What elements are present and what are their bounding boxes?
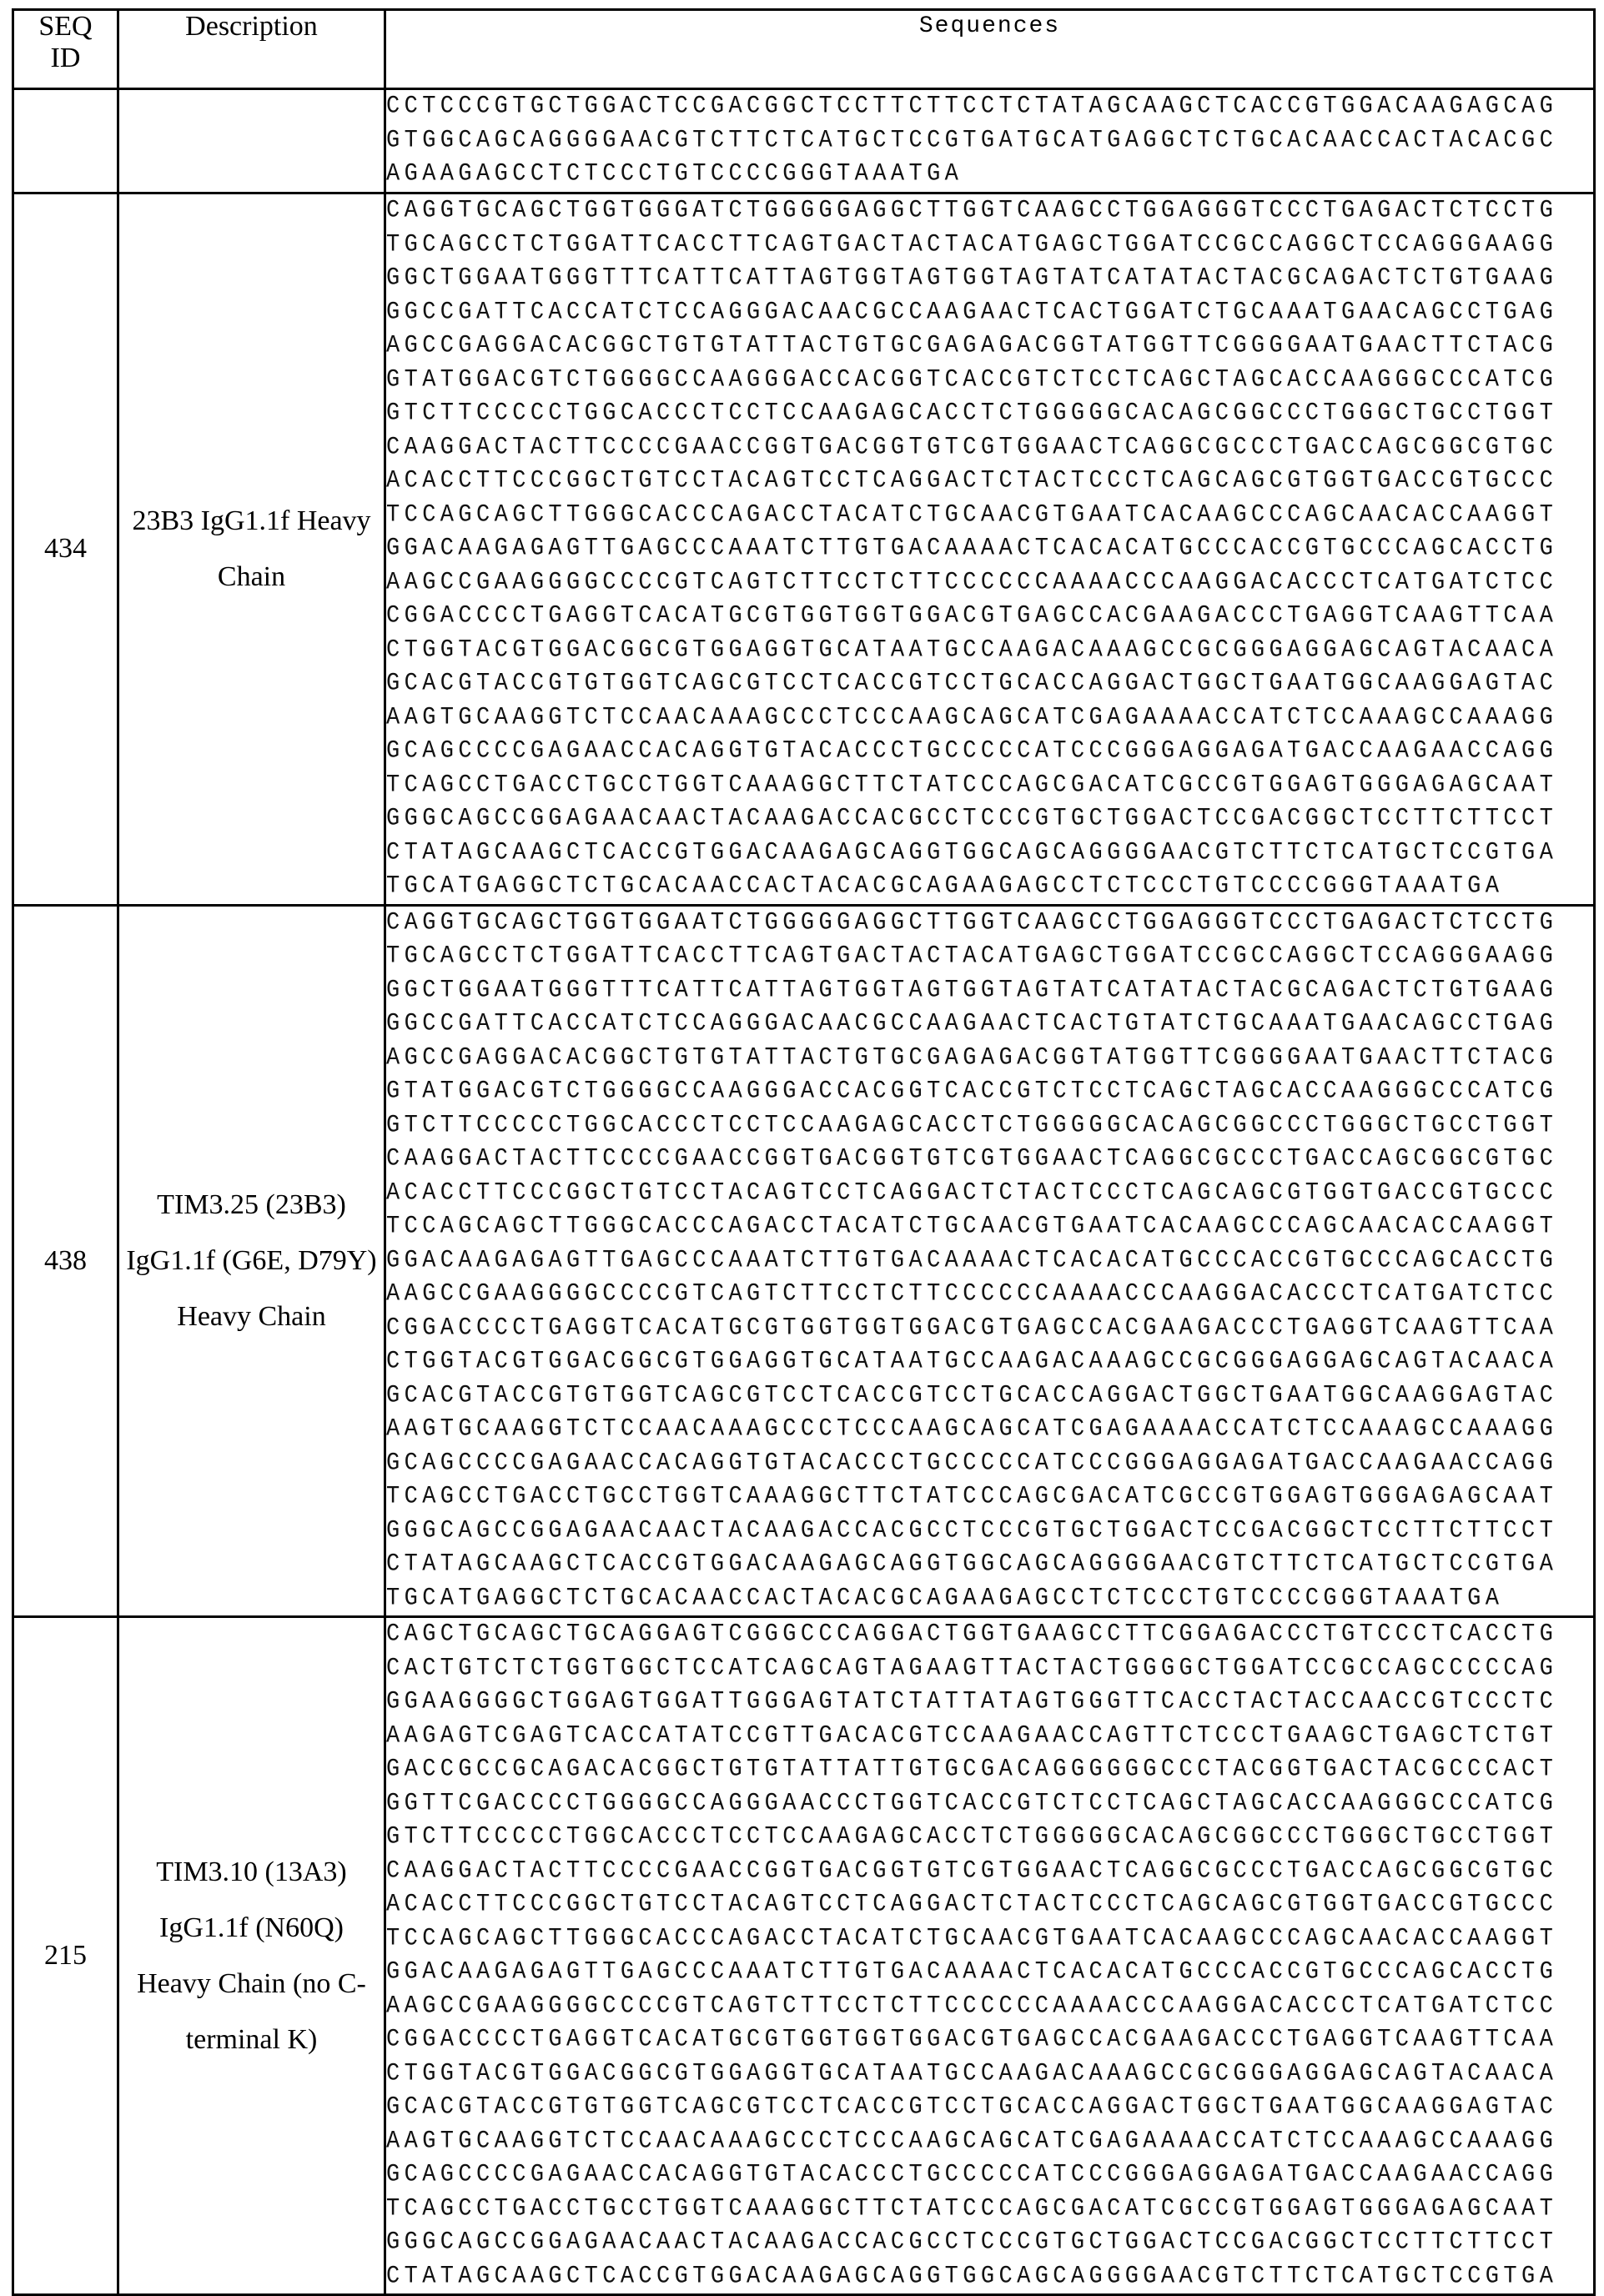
sequence-line: ACACCTTCCCGGCTGTCCTACAGTCCTCAGGACTCTACTCCCTCAGCAGCGTGGTGACCGTGCCC	[386, 467, 1558, 495]
sequence-line: GGGCAGCCGGAGAACAACTACAAGACCACGCCTCCCGTGCTGGACTCCGACGGCTCCTTCTTCCT	[386, 1517, 1558, 1545]
sequence-line: AAGTGCAAGGTCTCCAACAAAGCCCTCCCAAGCAGCATCGAGAAAACCATCTCCAAAGCCAAAGG	[386, 2128, 1558, 2155]
sequence-line: CGGACCCCTGAGGTCACATGCGTGGTGGTGGACGTGAGCCACGAAGACCCTGAGGTCAAGTTCAA	[386, 602, 1558, 631]
sequence-line: AGCCGAGGACACGGCTGTGTATTACTGTGCGAGAGACGGTATGGTTCGGGGAATGAACTTCTACG	[386, 332, 1558, 360]
seq-id-cell: 434	[13, 193, 118, 906]
sequence-line: AAGCCGAAGGGGCCCCGTCAGTCTTCCTCTTCCCCCCAAAACCCAAGGACACCCTCATGATCTCC	[386, 1992, 1558, 2020]
sequence-cell	[385, 193, 1595, 906]
sequence-line: GGGCAGCCGGAGAACAACTACAAGACCACGCCTCCCGTGCTGGACTCCGACGGCTCCTTCTTCCT	[386, 805, 1558, 833]
sequence-line: GCAGCCCCGAGAACCACAGGTGTACACCCTGCCCCCATCCCGGGAGGAGATGACCAAGAACCAGG	[386, 2161, 1558, 2189]
description-cell: TIM3.25 (23B3) IgG1.1f (G6E, D79Y) Heavy Chain	[118, 905, 385, 1617]
sequence-line: TCCAGCAGCTTGGGCACCCAGACCTACATCTGCAACGTGAATCACAAGCCCAGCAACACCAAGGT	[386, 1925, 1558, 1952]
sequence-line: GACCGCCGCAGACACGGCTGTGTATTATTGTGCGACAGGGGGGCCCTACGGTGACTACGCCCACT	[386, 1756, 1558, 1784]
sequence-line: TGCATGAGGCTCTGCACAACCACTACACGCAGAAGAGCCTCTCCCTGTCCCCGGGTAAATGA	[386, 1585, 1504, 1612]
sequence-line: GGACAAGAGAGTTGAGCCCAAATCTTGTGACAAAACTCACACATGCCCACCGTGCCCAGCACCTG	[386, 1247, 1558, 1274]
table-row	[13, 89, 1595, 193]
sequence-line: CAAGGACTACTTCCCCGAACCGGTGACGGTGTCGTGGAACTCAGGCGCCCTGACCAGCGGCGTGC	[386, 434, 1558, 461]
sequence-line: GTGGCAGCAGGGGAACGTCTTCTCATGCTCCGTGATGCATGAGGCTCTGCACAACCACTACACGC	[386, 127, 1558, 154]
sequence-line: ACACCTTCCCGGCTGTCCTACAGTCCTCAGGACTCTACTCCCTCAGCAGCGTGGTGACCGTGCCC	[386, 1891, 1558, 1919]
sequence-cell	[385, 89, 1595, 193]
sequence-line: GGACAAGAGAGTTGAGCCCAAATCTTGTGACAAAACTCACACATGCCCACCGTGCCCAGCACCTG	[386, 535, 1558, 563]
header-seq-id-line1: SEQ	[38, 11, 93, 42]
sequence-line: CTGGTACGTGGACGGCGTGGAGGTGCATAATGCCAAGACAAAGCCGCGGGAGGAGCAGTACAACA	[386, 2060, 1558, 2088]
sequence-line: CAGGTGCAGCTGGTGGAATCTGGGGGAGGCTTGGTCAAGCCTGGAGGGTCCCTGAGACTCTCCTG	[386, 909, 1558, 937]
sequence-line: AAGCCGAAGGGGCCCCGTCAGTCTTCCTCTTCCCCCCAAAACCCAAGGACACCCTCATGATCTCC	[386, 569, 1558, 596]
sequence-line: GGCCGATTCACCATCTCCAGGGACAACGCCAAGAACTCACTGGATCTGCAAATGAACAGCCTGAG	[386, 299, 1558, 326]
sequence-line: GGACAAGAGAGTTGAGCCCAAATCTTGTGACAAAACTCACACATGCCCACCGTGCCCAGCACCTG	[386, 1958, 1558, 1987]
sequence-line: CAAGGACTACTTCCCCGAACCGGTGACGGTGTCGTGGAACTCAGGCGCCCTGACCAGCGGCGTGC	[386, 1857, 1558, 1885]
sequence-line: GGCCGATTCACCATCTCCAGGGACAACGCCAAGAACTCACTGTATCTGCAAATGAACAGCCTGAG	[386, 1010, 1558, 1038]
sequence-line: GTATGGACGTCTGGGGCCAAGGGACCACGGTCACCGTCTCCTCAGCTAGCACCAAGGGCCCATCG	[386, 366, 1558, 394]
sequence-line: CGGACCCCTGAGGTCACATGCGTGGTGGTGGACGTGAGCCACGAAGACCCTGAGGTCAAGTTCAA	[386, 2026, 1558, 2054]
seq-id-cell	[13, 89, 118, 193]
sequence-line: TGCATGAGGCTCTGCACAACCACTACACGCAGAAGAGCCTCTCCCTGTCCCCGGGTAAATGA	[386, 872, 1504, 901]
sequence-line: GGTTCGACCCCTGGGGCCAGGGAACCCTGGTCACCGTCTCCTCAGCTAGCACCAAGGGCCCATCG	[386, 1790, 1558, 1817]
description-cell	[118, 89, 385, 193]
sequence-line: CCTCCCGTGCTGGACTCCGACGGCTCCTTCTTCCTCTATAGCAAGCTCACCGTGGACAAGAGCAG	[386, 93, 1558, 121]
sequence-line: GTATGGACGTCTGGGGCCAAGGGACCACGGTCACCGTCTCCTCAGCTAGCACCAAGGGCCCATCG	[386, 1078, 1558, 1106]
sequence-line: AAGTGCAAGGTCTCCAACAAAGCCCTCCCAAGCAGCATCGAGAAAACCATCTCCAAAGCCAAAGG	[386, 1415, 1558, 1444]
sequence-line: AAGTGCAAGGTCTCCAACAAAGCCCTCCCAAGCAGCATCGAGAAAACCATCTCCAAAGCCAAAGG	[386, 704, 1558, 731]
description-cell: TIM3.10 (13A3) IgG1.1f (N60Q) Heavy Chain (no C-terminal K)	[118, 1617, 385, 2295]
sequence-line: GCACGTACCGTGTGGTCAGCGTCCTCACCGTCCTGCACCAGGACTGGCTGAATGGCAAGGAGTAC	[386, 670, 1558, 698]
sequence-line: GGCTGGAATGGGTTTCATTCATTAGTGGTAGTGGTAGTATCATATACTACGCAGACTCTGTGAAG	[386, 264, 1558, 293]
sequence-line: CACTGTCTCTGGTGGCTCCATCAGCAGTAGAAGTTACTACTGGGGCTGGATCCGCCAGCCCCCAG	[386, 1655, 1558, 1682]
table-header-row	[13, 10, 1595, 89]
table-row	[13, 1617, 1595, 2295]
description-cell: 23B3 IgG1.1f Heavy Chain	[118, 193, 385, 906]
sequence-line: GGAAGGGGCTGGAGTGGATTGGGAGTATCTATTATAGTGGGTTCACCTACTACCAACCGTCCCTC	[386, 1688, 1558, 1716]
sequence-line: AGAAGAGCCTCTCCCTGTCCCCGGGTAAATGA	[386, 161, 963, 188]
sequence-line: TCAGCCTGACCTGCCTGGTCAAAGGCTTCTATCCCAGCGACATCGCCGTGGAGTGGGAGAGCAAT	[386, 1483, 1558, 1511]
sequence-line: GCACGTACCGTGTGGTCAGCGTCCTCACCGTCCTGCACCAGGACTGGCTGAATGGCAAGGAGTAC	[386, 2093, 1558, 2122]
sequence-line: GTCTTCCCCCTGGCACCCTCCTCCAAGAGCACCTCTGGGGGCACAGCGGCCCTGGGCTGCCTGGT	[386, 1823, 1558, 1851]
sequence-line: CTATAGCAAGCTCACCGTGGACAAGAGCAGGTGGCAGCAGGGGAACGTCTTCTCATGCTCCGTGA	[386, 2263, 1558, 2290]
header-seq-id-line2: ID	[50, 43, 81, 73]
table-row	[13, 193, 1595, 906]
sequence-line: TGCAGCCTCTGGATTCACCTTCAGTGACTACTACATGAGCTGGATCCGCCAGGCTCCAGGGAAGG	[386, 942, 1558, 971]
sequence-line: CAAGGACTACTTCCCCGAACCGGTGACGGTGTCGTGGAACTCAGGCGCCCTGACCAGCGGCGTGC	[386, 1145, 1558, 1173]
header-seq-id	[13, 10, 118, 89]
sequence-line: CTGGTACGTGGACGGCGTGGAGGTGCATAATGCCAAGACAAAGCCGCGGGAGGAGCAGTACAACA	[386, 636, 1558, 664]
header-description: Description	[118, 10, 385, 89]
sequence-line: TCAGCCTGACCTGCCTGGTCAAAGGCTTCTATCCCAGCGACATCGCCGTGGAGTGGGAGAGCAAT	[386, 771, 1558, 799]
sequence-line: TCAGCCTGACCTGCCTGGTCAAAGGCTTCTATCCCAGCGACATCGCCGTGGAGTGGGAGAGCAAT	[386, 2195, 1558, 2223]
sequence-cell	[385, 905, 1595, 1617]
sequence-line: AGCCGAGGACACGGCTGTGTATTACTGTGCGAGAGACGGTATGGTTCGGGGAATGAACTTCTACG	[386, 1044, 1558, 1072]
sequence-table	[12, 8, 1596, 2296]
sequence-line: GTCTTCCCCCTGGCACCCTCCTCCAAGAGCACCTCTGGGGGCACAGCGGCCCTGGGCTGCCTGGT	[386, 1112, 1558, 1139]
sequence-line: AAGCCGAAGGGGCCCCGTCAGTCTTCCTCTTCCCCCCAAAACCCAAGGACACCCTCATGATCTCC	[386, 1280, 1558, 1309]
sequence-line: TCCAGCAGCTTGGGCACCCAGACCTACATCTGCAACGTGAATCACAAGCCCAGCAACACCAAGGT	[386, 501, 1558, 529]
sequence-cell	[385, 1617, 1595, 2295]
seq-id-cell: 438	[13, 905, 118, 1617]
table-row	[13, 905, 1595, 1617]
sequence-line: GTCTTCCCCCTGGCACCCTCCTCCAAGAGCACCTCTGGGGGCACAGCGGCCCTGGGCTGCCTGGT	[386, 399, 1558, 428]
header-sequences: Sequences	[385, 10, 1595, 89]
sequence-line: CAGCTGCAGCTGCAGGAGTCGGGCCCAGGACTGGTGAAGCCTTCGGAGACCCTGTCCCTCACCTG	[386, 1620, 1558, 1649]
sequence-line: GCAGCCCCGAGAACCACAGGTGTACACCCTGCCCCCATCCCGGGAGGAGATGACCAAGAACCAGG	[386, 1449, 1558, 1477]
sequence-line: GCAGCCCCGAGAACCACAGGTGTACACCCTGCCCCCATCCCGGGAGGAGATGACCAAGAACCAGG	[386, 737, 1558, 766]
sequence-line: GCACGTACCGTGTGGTCAGCGTCCTCACCGTCCTGCACCAGGACTGGCTGAATGGCAAGGAGTAC	[386, 1382, 1558, 1409]
sequence-line: CTATAGCAAGCTCACCGTGGACAAGAGCAGGTGGCAGCAGGGGAACGTCTTCTCATGCTCCGTGA	[386, 1550, 1558, 1579]
sequence-line: CTGGTACGTGGACGGCGTGGAGGTGCATAATGCCAAGACAAAGCCGCGGGAGGAGCAGTACAACA	[386, 1348, 1558, 1376]
table-body	[13, 89, 1595, 2295]
sequence-line: ACACCTTCCCGGCTGTCCTACAGTCCTCAGGACTCTACTCCCTCAGCAGCGTGGTGACCGTGCCC	[386, 1179, 1558, 1207]
sequence-line: TCCAGCAGCTTGGGCACCCAGACCTACATCTGCAACGTGAATCACAAGCCCAGCAACACCAAGGT	[386, 1213, 1558, 1241]
sequence-line: AAGAGTCGAGTCACCATATCCGTTGACACGTCCAAGAACCAGTTCTCCCTGAAGCTGAGCTCTGT	[386, 1722, 1558, 1750]
sequence-line: CAGGTGCAGCTGGTGGGATCTGGGGGAGGCTTGGTCAAGCCTGGAGGGTCCCTGAGACTCTCCTG	[386, 197, 1558, 225]
sequence-line: GGCTGGAATGGGTTTCATTCATTAGTGGTAGTGGTAGTATCATATACTACGCAGACTCTGTGAAG	[386, 977, 1558, 1004]
seq-id-cell: 215	[13, 1617, 118, 2295]
sequence-line: GGGCAGCCGGAGAACAACTACAAGACCACGCCTCCCGTGCTGGACTCCGACGGCTCCTTCTTCCT	[386, 2228, 1558, 2257]
sequence-line: TGCAGCCTCTGGATTCACCTTCAGTGACTACTACATGAGCTGGATCCGCCAGGCTCCAGGGAAGG	[386, 231, 1558, 259]
sequence-line: CTATAGCAAGCTCACCGTGGACAAGAGCAGGTGGCAGCAGGGGAACGTCTTCTCATGCTCCGTGA	[386, 839, 1558, 867]
sequence-line: CGGACCCCTGAGGTCACATGCGTGGTGGTGGACGTGAGCCACGAAGACCCTGAGGTCAAGTTCAA	[386, 1314, 1558, 1342]
